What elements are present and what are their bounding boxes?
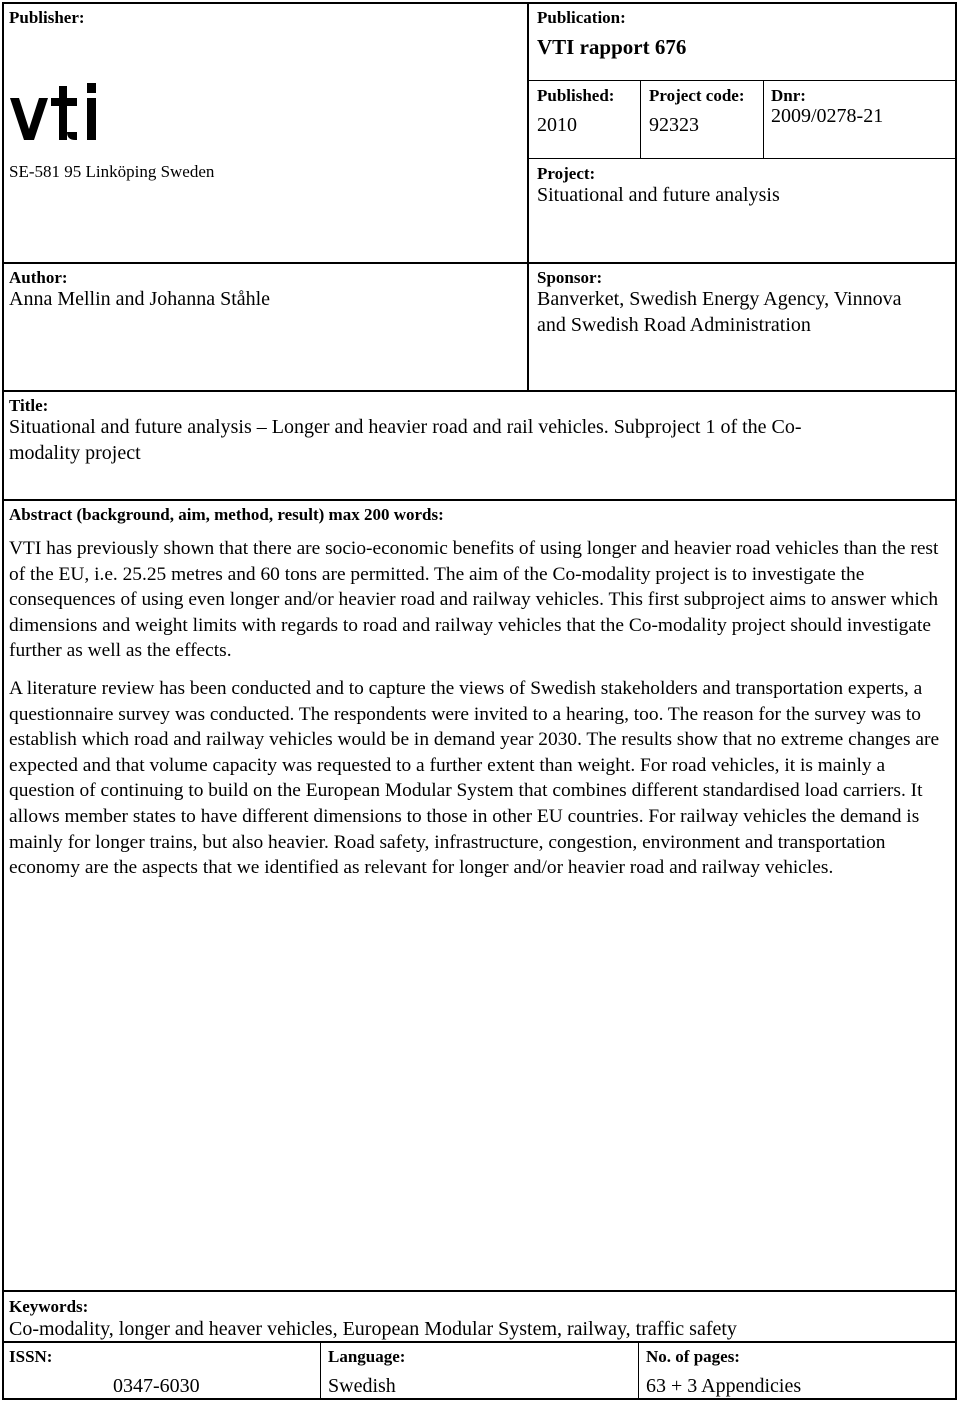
language-value: Swedish	[328, 1375, 396, 1397]
publication-value: VTI rapport 676	[537, 35, 687, 59]
abstract-text: A literature review has been conducted and to capture the views of Swedish stakeholders and transportation experts, a questionnaire survey was conducted. The respondents were invited to a hearing, too. The reason for the survey was to establish which road and railway vehicles would be in demand year 2030. The results show that no extreme changes are expected and that volume capacity was requested to a further extent than weight. For road vehicles, it is mainly a question of continuing to build on the European Modular System that combines different standardised load carriers. It allows member states to have different dimensions to those in other EU countries. For railway vehicles the demand is mainly for longer trains, but also heavier. Road safety, infrastructure, congestion, environment and transportation economy are the aspects that we identified as relevant for longer and/or heavier road and railway vehicles.	[9, 678, 940, 879]
title-line-2: modality project	[9, 442, 141, 464]
published-label: Published:	[537, 86, 615, 105]
divider	[3, 262, 956, 264]
divider	[640, 80, 641, 158]
divider	[320, 1342, 321, 1399]
divider	[527, 3, 529, 262]
divider	[3, 1341, 956, 1343]
abstract-text: VTI has previously shown that there are socio-economic benefits of using longer and heavier road vehicles than the rest of the EU, i.e. 25.25 metres and 60 tons are permitted. The aim of the Co-modality project is to investigate the consequences of using even longer and/or heavier road and railway vehicles. This first subproject aims to answer which dimensions and weight limits with regards to road and railway vehicles that the Co-modality project should investigate further as well as the effects.	[9, 538, 939, 662]
language-label: Language:	[328, 1347, 406, 1366]
keywords-label: Keywords:	[9, 1297, 89, 1316]
publisher-address: SE-581 95 Linköping Sweden	[9, 162, 215, 181]
publisher-label: Publisher:	[9, 8, 85, 27]
dnr-label: Dnr:	[771, 86, 806, 105]
divider	[638, 1342, 639, 1399]
pages-value: 63 + 3 Appendicies	[646, 1375, 802, 1397]
project-label: Project:	[537, 164, 596, 183]
divider	[3, 390, 956, 392]
abstract-paragraph-2	[9, 676, 951, 881]
keywords-value: Co-modality, longer and heaver vehicles, European Modular System, railway, traffic safety	[9, 1318, 737, 1340]
title-line-1: Situational and future analysis – Longer and heavier road and rail vehicles. Subproject 1 of the Co-	[9, 416, 802, 438]
divider	[3, 499, 956, 501]
divider	[528, 158, 956, 159]
pages-label: No. of pages:	[646, 1347, 740, 1366]
sponsor-line-1: Banverket, Swedish Energy Agency, Vinnova	[537, 288, 902, 310]
published-value: 2010	[537, 114, 577, 136]
publication-label: Publication:	[537, 8, 626, 27]
author-label: Author:	[9, 268, 68, 287]
divider	[3, 1290, 956, 1292]
divider	[527, 262, 529, 390]
issn-value: 0347-6030	[113, 1375, 200, 1397]
dnr-value: 2009/0278-21	[771, 105, 884, 127]
project-code-label: Project code:	[649, 86, 745, 105]
sponsor-label: Sponsor:	[537, 268, 603, 287]
sponsor-line-2: and Swedish Road Administration	[537, 314, 811, 336]
project-value: Situational and future analysis	[537, 184, 780, 206]
project-code-value: 92323	[649, 114, 699, 136]
divider	[528, 80, 956, 81]
author-value: Anna Mellin and Johanna Ståhle	[9, 288, 271, 310]
title-label: Title:	[9, 396, 49, 415]
divider	[763, 80, 764, 158]
issn-label: ISSN:	[9, 1347, 53, 1366]
abstract-label: Abstract (background, aim, method, result) max 200 words:	[9, 505, 444, 524]
abstract-paragraph-1	[9, 536, 951, 664]
